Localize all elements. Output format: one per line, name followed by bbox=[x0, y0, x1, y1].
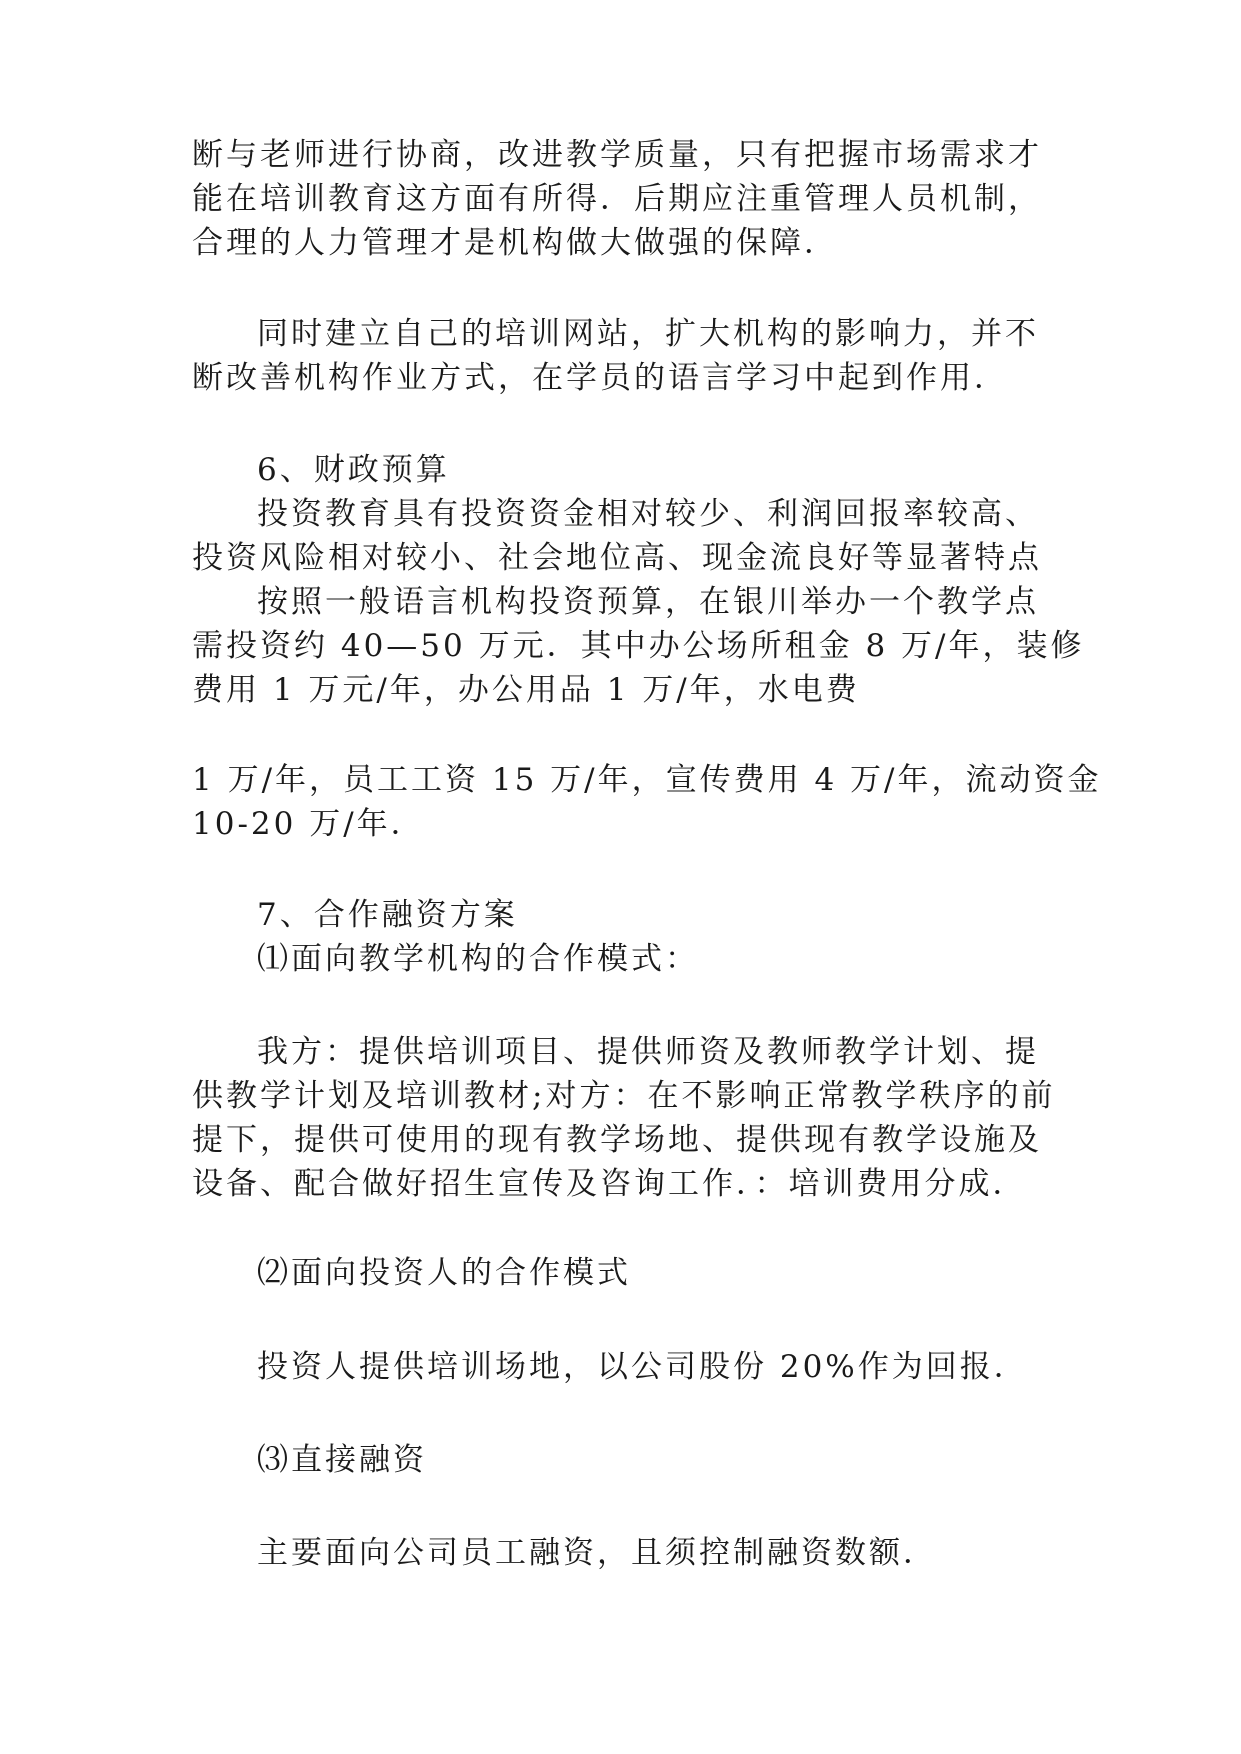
paragraph-line: 同时建立自己的培训网站，扩大机构的影响力，并不 bbox=[257, 316, 1039, 352]
subsection-heading: ⑴面向教学机构的合作模式： bbox=[257, 941, 699, 977]
paragraph-line: 断改善机构作业方式，在学员的语言学习中起到作用． bbox=[192, 360, 1008, 396]
paragraph-line: 需投资约 40—50 万元．其中办公场所租金 8 万/年，装修 bbox=[192, 628, 1085, 664]
section-heading: 6、财政预算 bbox=[257, 452, 450, 488]
paragraph-line: 投资风险相对较小、社会地位高、现金流良好等显著特点 bbox=[192, 540, 1042, 576]
paragraph-line: 投资教育具有投资资金相对较少、利润回报率较高、 bbox=[257, 496, 1039, 532]
paragraph-line: 能在培训教育这方面有所得．后期应注重管理人员机制， bbox=[192, 181, 1042, 217]
subsection-heading: ⑵面向投资人的合作模式 bbox=[257, 1255, 631, 1291]
paragraph-line: 提下，提供可使用的现有教学场地、提供现有教学设施及 bbox=[192, 1122, 1042, 1158]
paragraph-line: 费用 1 万元/年，办公用品 1 万/年，水电费 bbox=[192, 672, 860, 708]
subsection-heading: ⑶直接融资 bbox=[257, 1442, 427, 1478]
paragraph-line: 设备、配合做好招生宣传及咨询工作．：培训费用分成． bbox=[192, 1166, 1027, 1202]
paragraph-line: 合理的人力管理才是机构做大做强的保障． bbox=[192, 225, 838, 261]
paragraph-line: 10-20 万/年． bbox=[192, 806, 425, 842]
paragraph-line: 供教学计划及培训教材;对方：在不影响正常教学秩序的前 bbox=[192, 1078, 1056, 1114]
paragraph-line: 主要面向公司员工融资，且须控制融资数额． bbox=[257, 1535, 937, 1571]
paragraph-line: 投资人提供培训场地，以公司股份 20%作为回报． bbox=[257, 1349, 1028, 1385]
paragraph-line: 断与老师进行协商，改进教学质量，只有把握市场需求才 bbox=[192, 137, 1042, 173]
section-heading: 7、合作融资方案 bbox=[257, 897, 518, 933]
paragraph-line: 1 万/年，员工工资 15 万/年，宣传费用 4 万/年，流动资金 bbox=[192, 762, 1102, 798]
paragraph-line: 按照一般语言机构投资预算，在银川举办一个教学点 bbox=[257, 584, 1039, 620]
paragraph-line: 我方：提供培训项目、提供师资及教师教学计划、提 bbox=[257, 1034, 1039, 1070]
